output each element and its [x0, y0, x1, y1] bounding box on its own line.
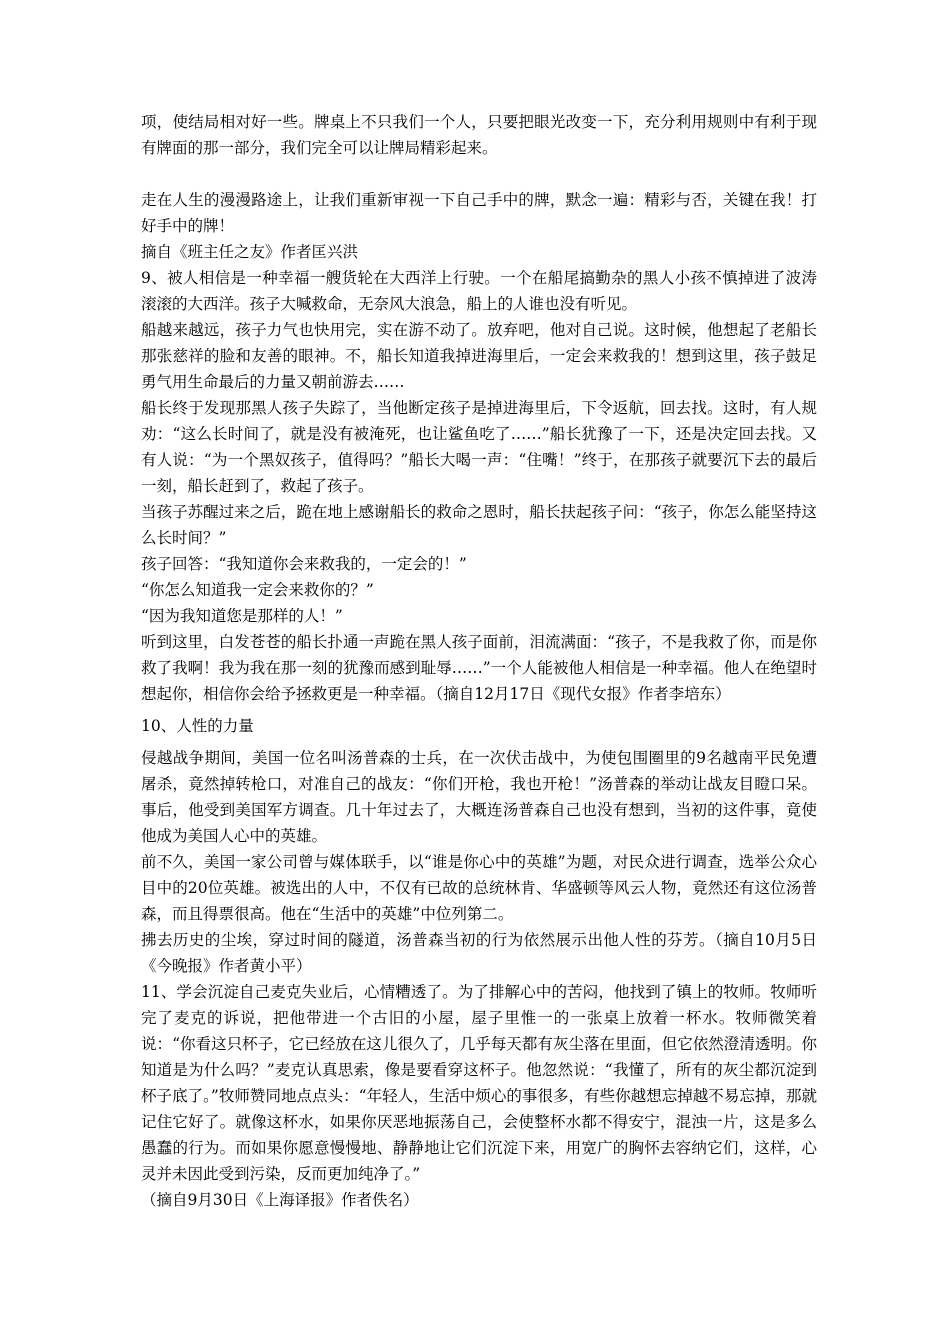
- paragraph-card-game-ending: 项，使结局相对好一些。牌桌上不只我们一个人，只要把眼光改变一下，充分利用规则中有利于现有牌面的那一部分，我们完全可以让牌局精彩起来。: [141, 113, 817, 157]
- section-10-paragraph-2: 前不久，美国一家公司曾与媒体联手，以“谁是你心中的英雄”为题，对民众进行调查，选举公众心目中的20位英雄。被选出的人中，不仅有已故的总统林肯、华盛顿等风云人物，竟然还有这位汤普森，而且得票很高。他在“生活中的英雄”中位列第二。: [141, 853, 817, 923]
- section-10-paragraph-1: 侵越战争期间，美国一位名叫汤普森的士兵，在一次伏击战中，为使包围圈里的9名越南平民免遭屠杀，竟然掉转枪口，对准自己的战友：“你们开枪，我也开枪！”汤普森的举动让战友目瞪口呆。事后，他受到美国军方调查。几十年过去了，大概连汤普森自己也没有想到，当初的这件事，竟使他成为美国人心中的英雄。: [141, 749, 817, 845]
- section-11-paragraph-1: 11、学会沉淀自己麦克失业后，心情糟透了。为了排解心中的苦闷，他找到了镇上的牧师。牧师听完了麦克的诉说，把他带进一个古旧的小屋，屋子里惟一的一张桌上放着一杯水。牧师微笑着说：“你看这只杯子，它已经放在这儿很久了，几乎每天都有灰尘落在里面，但它依然澄清透明。你知道是为什么吗？”麦克认真思索，像是要看穿这杯子。他忽然说：“我懂了，所有的灰尘都沉淀到杯子底了。”牧师赞同地点点头：“年轻人，生活中烦心的事很多，有些你越想忘掉越不易忘掉，那就记住它好了。就像这杯水，如果你厌恶地振荡自己，会使整杯水都不得安宁，混浊一片，这是多么愚蠢的行为。而如果你愿意慢慢地、静静地让它们沉淀下来，用宽广的胸怀去容纳它们，这样，心灵并未因此受到污染，反而更加纯净了。”: [141, 983, 817, 1183]
- section-9-paragraph-2: 船越来越远，孩子力气也快用完，实在游不动了。放弃吧，他对自己说。这时候，他想起了老船长那张慈祥的脸和友善的眼神。不，船长知道我掉进海里后，一定会来救我的！想到这里，孩子鼓足勇气用生命最后的力量又朝前游去……: [141, 321, 817, 391]
- section-9-paragraph-5: 孩子回答：“我知道你会来救我的，一定会的！”: [141, 555, 467, 573]
- section-9-paragraph-6: “你怎么知道我一定会来救你的？”: [141, 581, 374, 599]
- section-9-paragraph-8: 听到这里，白发苍苍的船长扑通一声跪在黑人孩子面前，泪流满面：“孩子，不是我救了你，而是你救了我啊！我为我在那一刻的犹豫而感到耻辱……”一个人能被他人相信是一种幸福。他人在绝望时想起你，相信你会给予拯救更是一种幸福。（摘自12月17日《现代女报》作者李培东）: [141, 633, 817, 703]
- source-line-banzhuren: 摘自《班主任之友》作者匡兴洪: [141, 243, 359, 261]
- blank-line: [141, 161, 817, 187]
- section-10-heading: 10、人性的力量: [141, 717, 254, 735]
- section-9-paragraph-7: “因为我知道您是那样的人！”: [141, 607, 343, 625]
- section-11-source: （摘自9月30日《上海译报》作者佚名）: [141, 1191, 419, 1209]
- section-9-paragraph-4: 当孩子苏醒过来之后，跪在地上感谢船长的救命之恩时，船长扶起孩子问：“孩子，你怎么能坚持这么长时间？”: [141, 503, 817, 547]
- section-9-intro: 9、被人相信是一种幸福一艘货轮在大西洋上行驶。一个在船尾搞勤杂的黑人小孩不慎掉进了波涛滚滚的大西洋。孩子大喊救命，无奈风大浪急，船上的人谁也没有听见。: [141, 269, 817, 313]
- section-10-paragraph-3: 拂去历史的尘埃，穿过时间的隧道，汤普森当初的行为依然展示出他人性的芬芳。（摘自10月5日《今晚报》作者黄小平）: [141, 931, 817, 975]
- document-page: [141, 0, 817, 1213]
- paragraph-life-road: 走在人生的漫漫路途上，让我们重新审视一下自己手中的牌，默念一遍：精彩与否，关键在我！打好手中的牌！: [141, 191, 817, 235]
- section-9-paragraph-3: 船长终于发现那黑人孩子失踪了，当他断定孩子是掉进海里后，下令返航，回去找。这时，有人规劝：“这么长时间了，就是没有被淹死，也让鲨鱼吃了……”船长犹豫了一下，还是决定回去找。又有人说：“为一个黑奴孩子，值得吗？”船长大喝一声：“住嘴！”终于，在那孩子就要沉下去的最后一刻，船长赶到了，救起了孩子。: [141, 399, 817, 495]
